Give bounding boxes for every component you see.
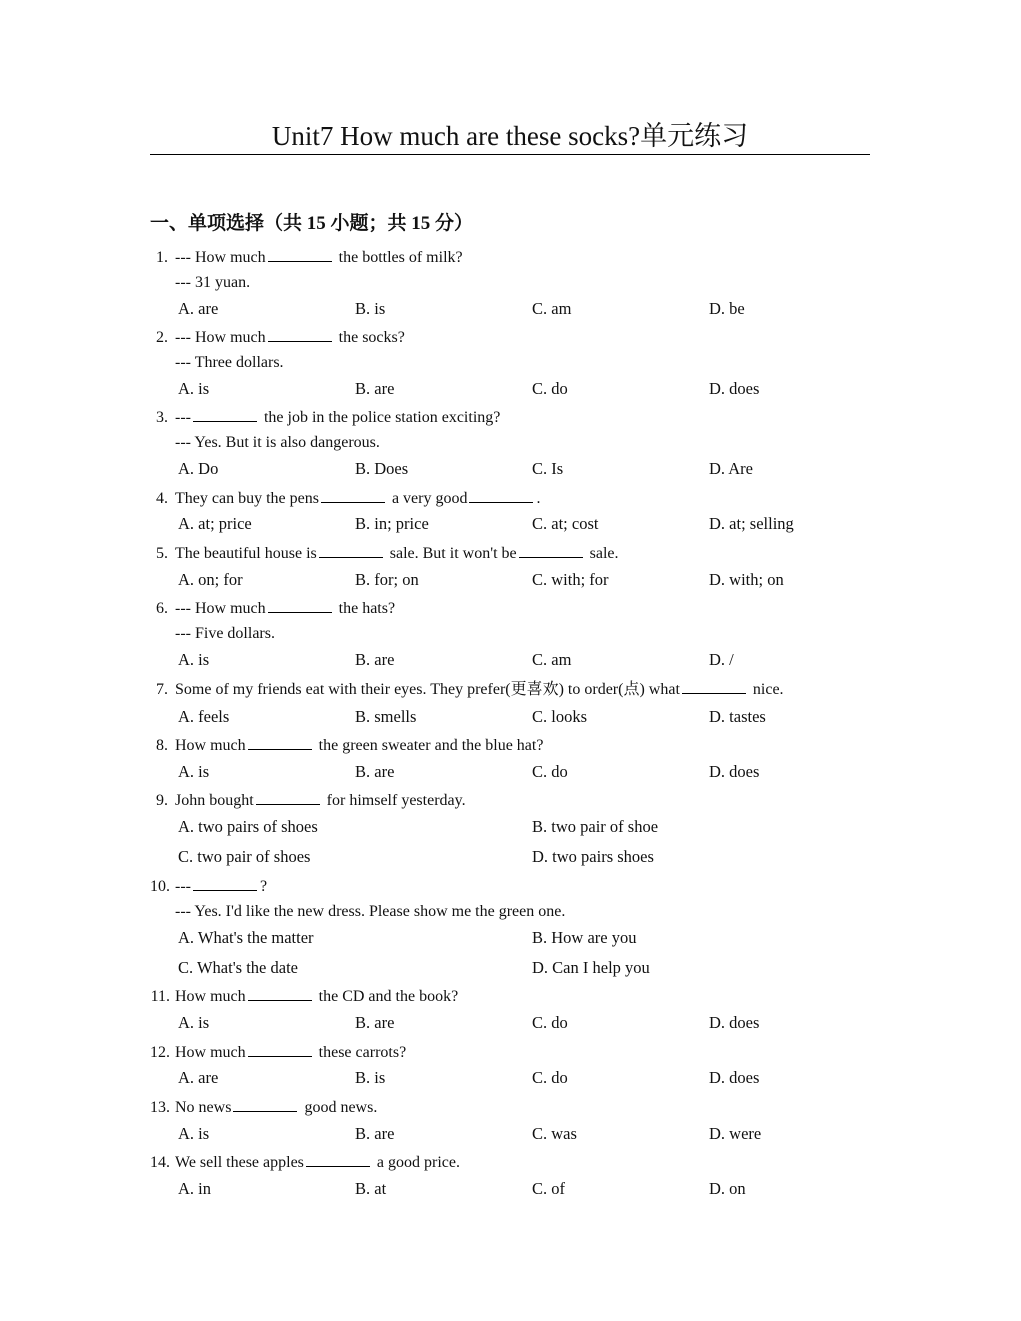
option-c: C. do bbox=[532, 762, 568, 781]
option-a: A. is bbox=[178, 1124, 210, 1143]
page-title: Unit7 How much are these socks?单元练习 bbox=[271, 121, 749, 151]
dialogue-reply: --- Five dollars. bbox=[175, 625, 275, 642]
option-c: C. of bbox=[532, 1179, 565, 1198]
stem-text: nice. bbox=[748, 681, 784, 698]
question-number: 5. bbox=[156, 545, 168, 562]
question-stem bbox=[175, 679, 784, 701]
stem-text: How much bbox=[175, 1044, 246, 1061]
option-b: B. two pair of shoe bbox=[532, 817, 659, 836]
answer-blank bbox=[519, 543, 583, 558]
stem-text: sale. But it won't be bbox=[385, 545, 517, 562]
stem-text: the green sweater and the blue hat? bbox=[314, 737, 544, 754]
stem-text: sale. bbox=[585, 545, 619, 562]
question-stem bbox=[175, 327, 405, 349]
stem-text: a good price. bbox=[372, 1154, 460, 1171]
answer-blank bbox=[268, 247, 332, 262]
option-b: B. smells bbox=[355, 707, 417, 726]
option-a: A. What's the matter bbox=[178, 928, 314, 947]
option-b: B. Does bbox=[355, 459, 409, 478]
stem-text: . bbox=[536, 490, 541, 507]
stem-text: the bottles of milk? bbox=[334, 249, 463, 266]
option-a: A. on; for bbox=[178, 570, 243, 589]
option-d: D. be bbox=[709, 299, 745, 318]
option-d: D. at; selling bbox=[709, 514, 794, 533]
option-d: D. / bbox=[709, 650, 734, 669]
dialogue-reply: --- Yes. But it is also dangerous. bbox=[175, 434, 380, 451]
option-a: A. are bbox=[178, 1068, 219, 1087]
option-c: C. am bbox=[532, 299, 572, 318]
dialogue-reply: --- Three dollars. bbox=[175, 354, 284, 371]
question-number: 3. bbox=[156, 409, 168, 426]
answer-blank bbox=[469, 488, 533, 503]
option-a: A. is bbox=[178, 379, 210, 398]
question-number: 9. bbox=[156, 792, 168, 809]
option-c: C. am bbox=[532, 650, 572, 669]
stem-text: the job in the police station exciting? bbox=[259, 409, 501, 426]
option-a: A. is bbox=[178, 762, 210, 781]
answer-blank bbox=[248, 1042, 312, 1057]
stem-text: How much bbox=[175, 988, 246, 1005]
option-a: A. feels bbox=[178, 707, 230, 726]
option-d: D. does bbox=[709, 379, 760, 398]
question-stem bbox=[175, 598, 395, 620]
stem-text: We sell these apples bbox=[175, 1154, 304, 1171]
question-stem bbox=[175, 1152, 460, 1174]
answer-blank bbox=[268, 598, 332, 613]
stem-text: --- How much bbox=[175, 329, 266, 346]
option-a: A. are bbox=[178, 299, 219, 318]
question-stem bbox=[175, 1097, 377, 1119]
question-stem bbox=[175, 876, 267, 898]
option-c: C. do bbox=[532, 1068, 568, 1087]
section-heading: 一、单项选择（共 15 小题；共 15 分） bbox=[150, 213, 474, 234]
stem-text: a very good bbox=[387, 490, 468, 507]
option-d: D. on bbox=[709, 1179, 746, 1198]
stem-text: --- bbox=[175, 878, 191, 895]
option-b: B. for; on bbox=[355, 570, 419, 589]
option-b: B. at bbox=[355, 1179, 387, 1198]
answer-blank bbox=[319, 543, 383, 558]
question-stem bbox=[175, 735, 543, 757]
question-number: 14. bbox=[150, 1154, 170, 1171]
option-d: D. tastes bbox=[709, 707, 766, 726]
option-c: C. at; cost bbox=[532, 514, 599, 533]
option-c: C. Is bbox=[532, 459, 564, 478]
stem-text: the hats? bbox=[334, 600, 396, 617]
stem-text: No news bbox=[175, 1099, 232, 1116]
dialogue-reply: --- Yes. I'd like the new dress. Please show me the green one. bbox=[175, 903, 566, 920]
question-stem bbox=[175, 247, 463, 269]
stem-text: these carrots? bbox=[314, 1044, 407, 1061]
option-c: C. looks bbox=[532, 707, 588, 726]
question-number: 8. bbox=[156, 737, 168, 754]
option-c: C. do bbox=[532, 1013, 568, 1032]
option-a: A. Do bbox=[178, 459, 219, 478]
stem-text: Some of my friends eat with their eyes. They prefer(更喜欢) to order(点) what bbox=[175, 681, 680, 698]
stem-text: good news. bbox=[300, 1099, 378, 1116]
title-underline bbox=[150, 154, 870, 155]
question-number: 7. bbox=[156, 681, 168, 698]
option-d: D. does bbox=[709, 1013, 760, 1032]
answer-blank bbox=[233, 1097, 297, 1112]
stem-text: ? bbox=[259, 878, 268, 895]
stem-text: --- How much bbox=[175, 600, 266, 617]
option-d: D. Can I help you bbox=[532, 958, 650, 977]
stem-text: the socks? bbox=[334, 329, 405, 346]
option-b: B. How are you bbox=[532, 928, 637, 947]
question-stem bbox=[175, 488, 540, 510]
option-a: A. is bbox=[178, 650, 210, 669]
question-stem bbox=[175, 790, 466, 812]
question-stem bbox=[175, 986, 458, 1008]
option-c: C. What's the date bbox=[178, 958, 298, 977]
option-c: C. with; for bbox=[532, 570, 609, 589]
stem-text: They can buy the pens bbox=[175, 490, 319, 507]
question-number: 2. bbox=[156, 329, 168, 346]
dialogue-reply: --- 31 yuan. bbox=[175, 274, 251, 291]
option-c: C. was bbox=[532, 1124, 577, 1143]
option-a: A. is bbox=[178, 1013, 210, 1032]
question-number: 11. bbox=[150, 988, 170, 1005]
answer-blank bbox=[193, 876, 257, 891]
option-b: B. are bbox=[355, 379, 395, 398]
question-number: 10. bbox=[150, 878, 170, 895]
answer-blank bbox=[321, 488, 385, 503]
option-b: B. is bbox=[355, 299, 386, 318]
option-b: B. are bbox=[355, 762, 395, 781]
option-d: D. Are bbox=[709, 459, 753, 478]
answer-blank bbox=[256, 790, 320, 805]
option-b: B. is bbox=[355, 1068, 386, 1087]
option-d: D. does bbox=[709, 762, 760, 781]
question-number: 1. bbox=[156, 249, 168, 266]
option-c: C. do bbox=[532, 379, 568, 398]
stem-text: --- bbox=[175, 409, 191, 426]
answer-blank bbox=[682, 679, 746, 694]
question-number: 6. bbox=[156, 600, 168, 617]
answer-blank bbox=[268, 327, 332, 342]
answer-blank bbox=[248, 986, 312, 1001]
option-d: D. does bbox=[709, 1068, 760, 1087]
question-number: 12. bbox=[150, 1044, 170, 1061]
option-d: D. two pairs shoes bbox=[532, 847, 654, 866]
answer-blank bbox=[193, 407, 257, 422]
question-number: 13. bbox=[150, 1099, 170, 1116]
stem-text: the CD and the book? bbox=[314, 988, 459, 1005]
question-stem bbox=[175, 407, 500, 429]
answer-blank bbox=[306, 1152, 370, 1167]
stem-text: for himself yesterday. bbox=[322, 792, 466, 809]
option-d: D. were bbox=[709, 1124, 762, 1143]
option-c: C. two pair of shoes bbox=[178, 847, 311, 866]
stem-text: John bought bbox=[175, 792, 254, 809]
question-stem bbox=[175, 1042, 406, 1064]
option-b: B. are bbox=[355, 1013, 395, 1032]
option-a: A. at; price bbox=[178, 514, 252, 533]
answer-blank bbox=[248, 735, 312, 750]
stem-text: The beautiful house is bbox=[175, 545, 317, 562]
option-a: A. two pairs of shoes bbox=[178, 817, 318, 836]
option-b: B. in; price bbox=[355, 514, 429, 533]
option-a: A. in bbox=[178, 1179, 211, 1198]
question-number: 4. bbox=[156, 490, 168, 507]
stem-text: How much bbox=[175, 737, 246, 754]
option-d: D. with; on bbox=[709, 570, 784, 589]
stem-text: --- How much bbox=[175, 249, 266, 266]
question-stem bbox=[175, 543, 619, 565]
option-b: B. are bbox=[355, 650, 395, 669]
option-b: B. are bbox=[355, 1124, 395, 1143]
